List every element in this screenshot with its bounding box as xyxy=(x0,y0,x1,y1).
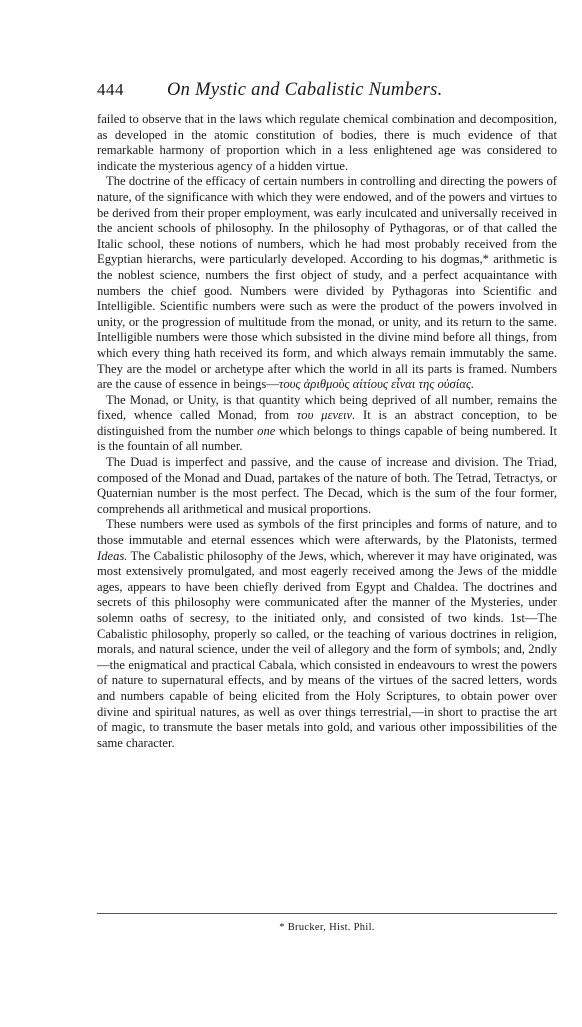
paragraph-text: These numbers were used as symbols of the first principles and forms of nature, and to those immutable and eternal essences which were afterwards, by the Platonists, termed xyxy=(97,517,557,548)
greek-word: του μενειν. xyxy=(296,408,356,423)
paragraph-5 xyxy=(97,517,557,751)
greek-quotation: τους ἀριθμοὺς αἰτίους εἶναι της οὐσίας. xyxy=(278,377,475,392)
paragraph-text: The doctrine of the efficacy of certain numbers in controlling and directing the powers of nature, of the significance with which they were endowed, and of the powers and virtues to be derived from their proper employment, was early inculcated and universally received in the ancient schools of philosophy. In the philosophy of Pythagoras, or of that called the Italic school, these notions of numbers, which he had most probably received from the Egyptian hierarchs, were particularly developed. According to his dogmas,* arithmetic is the noblest science, numbers the first object of study, and a perfect acquaintance with numbers the chief good. Numbers were divided by Pythagoras into Scientific and Intelligible. Scientific numbers were such as were the product of the powers involved in unity, or the progression of multitude from the monad, or unity, and its return to the same. Intelligible numbers were those which subsisted in the divine mind before all things, from which every thing hath received its form, and which always remain immutably the same. They are the model or archetype after which the world in all its parts is framed. Numbers are the cause of essence in beings— xyxy=(97,174,557,392)
paragraph-text: The Monad, or Unity, is that quantity which being deprived of all number, remains the fixed, whence called Monad, from xyxy=(97,392,557,423)
body-text xyxy=(97,112,557,751)
paragraph-text: The Cabalistic philosophy of the Jews, which, wherever it may have originated, was most extensively promulgated, and most eagerly received among the Jews of the middle ages, appears to have been chiefly derived from Egypt and Chaldea. The doctrines and secrets of this philosophy were communicated after the manner of the Mysteries, under solemn oaths of secresy, to the initiated only, and consisted of two kinds. 1st—The Cabalistic philosophy, properly so called, or the teaching of various doctrines in religion, morals, and natural science, under the veil of allegory and the form of symbols; and, 2ndly—the enigmatical and practical Cabala, which consisted in endeavours to wrest the powers of nature to supernatural effects, and by means of the virtues of the sacred letters, words and numbers capable of being elicited from the Holy Scriptures, to obtain power over divine and spiritual natures, as well as over things terrestrial,—in short to practise the art of magic, to transmute the baser metals into gold, and various other impossibilities of the same character. xyxy=(97,548,557,750)
page xyxy=(97,80,557,751)
italic-word: one xyxy=(257,423,276,438)
paragraph-text: It is an abstract conception, to be distinguished from the number xyxy=(97,408,557,438)
page-number: 444 xyxy=(97,80,124,99)
footnote-rule xyxy=(97,913,557,914)
italic-word: Ideas. xyxy=(97,548,128,563)
paragraph-3 xyxy=(97,393,557,455)
running-title: On Mystic and Cabalistic Numbers. xyxy=(167,80,443,100)
paragraph-4 xyxy=(97,455,557,517)
paragraph-2 xyxy=(97,174,557,392)
paragraph-1 xyxy=(97,112,557,174)
paragraph-text: which belongs to things capable of being numbered. It is the fountain of all number. xyxy=(97,423,557,454)
page-header xyxy=(97,80,557,108)
footnote: * Brucker, Hist. Phil. xyxy=(279,922,375,933)
paragraph-text: failed to observe that in the laws which regulate chemical combination and decomposition, as developed in the atomic constitution of bodies, there is much evidence of that remarkable harmony of proportion which in a less enlightened age was considered to indicate the mysterious agency of a hidden virtue. xyxy=(97,112,557,173)
paragraph-text: The Duad is imperfect and passive, and the cause of increase and division. The Triad, composed of the Monad and Duad, partakes of the nature of both. The Tetrad, Tetractys, or Quaternian number is the most perfect. The Decad, which is the sum of the four former, comprehends all arithmetical and musical proportions. xyxy=(97,455,557,516)
